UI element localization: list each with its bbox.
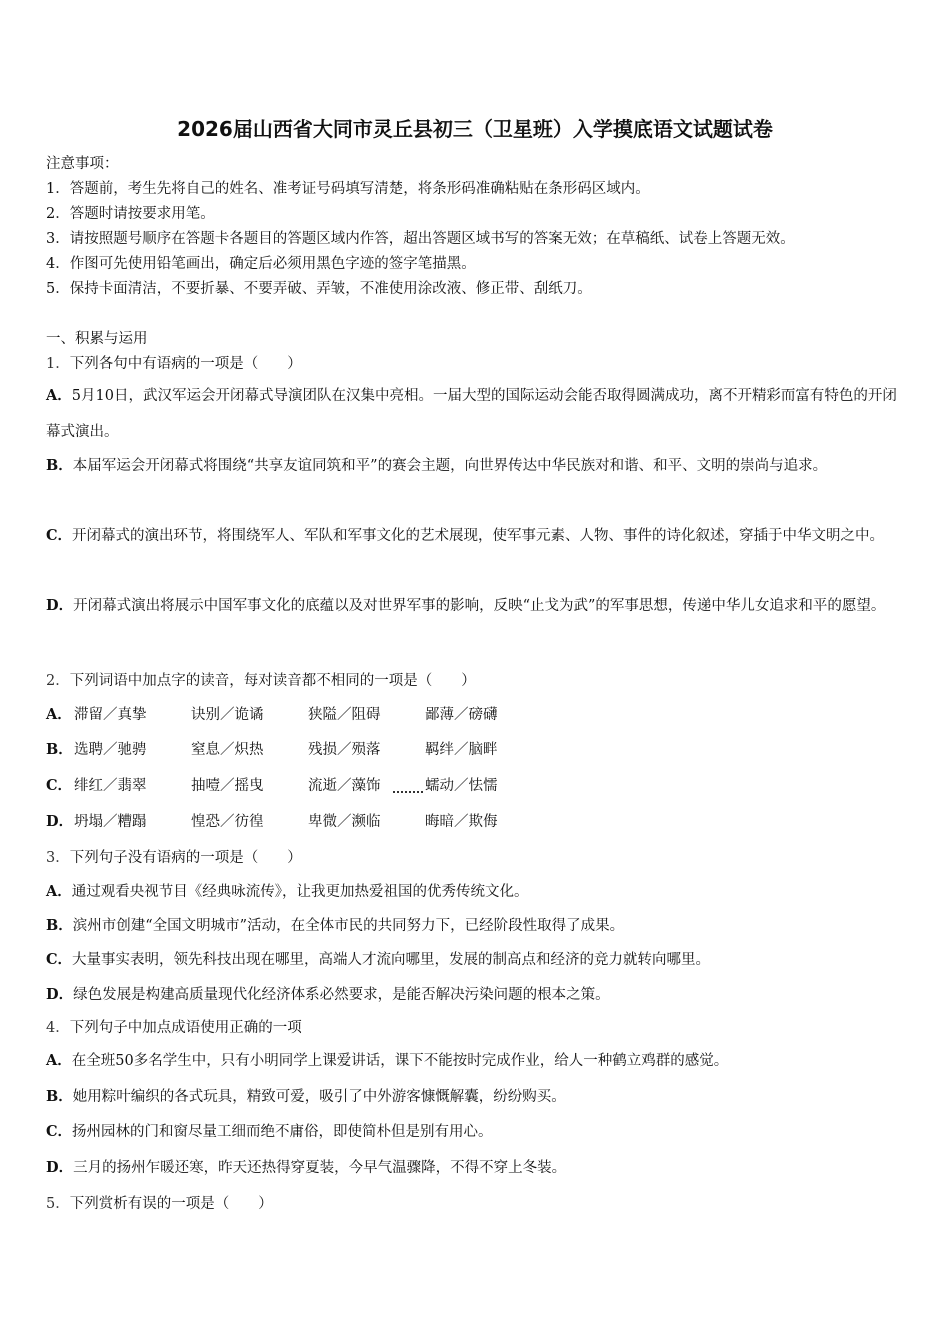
option-label: A． bbox=[46, 1052, 72, 1069]
question-number: 5． bbox=[46, 1196, 70, 1212]
word-pair: 诀别／诡谲 bbox=[191, 707, 264, 723]
question-3-option-a bbox=[46, 880, 529, 901]
option-text: 三月的扬州乍暖还寒，昨天还热得穿夏装，今早气温骤降，不得不穿上冬装。 bbox=[73, 1160, 567, 1176]
option-label: A． bbox=[46, 706, 72, 723]
notice-item: 4．作图可先使用铅笔画出，确定后必须用黑色字迹的签字笔描黑。 bbox=[46, 256, 476, 272]
option-label: C． bbox=[46, 527, 73, 544]
question-1-option-b bbox=[46, 448, 908, 484]
option-text: 5月10日，武汉军运会开闭幕式导演团队在汉集中亮相。一届大型的国际运动会能否取得圆满成功，离不开精彩而富有特色的开闭幕式演出。 bbox=[46, 388, 897, 440]
option-label: D． bbox=[46, 813, 74, 830]
section-heading: 一、积累与运用 bbox=[46, 331, 148, 347]
word-pair: 惶恐／彷徨 bbox=[191, 814, 264, 830]
question-number: 2． bbox=[46, 673, 70, 689]
question-1-option-a bbox=[46, 378, 908, 450]
option-label: C． bbox=[46, 1123, 73, 1140]
word-pair: 窒息／炽热 bbox=[191, 742, 264, 758]
notice-item: 2．答题时请按要求用笔。 bbox=[46, 206, 215, 222]
option-label: B． bbox=[46, 457, 73, 474]
word-pair: 选聘／驰骋 bbox=[74, 742, 147, 758]
question-text: 下列各句中有语病的一项是（ ） bbox=[69, 356, 302, 372]
question-number: 4． bbox=[46, 1020, 70, 1036]
question-3-option-c bbox=[46, 948, 710, 969]
word-pair: 蠕动／怯懦 bbox=[425, 778, 498, 794]
question-4-option-c bbox=[46, 1120, 493, 1141]
option-label: C． bbox=[46, 951, 73, 968]
word-pair: 滞留／真挚 bbox=[74, 707, 147, 723]
question-4-option-a bbox=[46, 1049, 728, 1070]
question-4-stem bbox=[46, 1016, 302, 1037]
exam-title: 2026届山西省大同市灵丘县初三（卫星班）入学摸底语文试题试卷 bbox=[177, 117, 773, 141]
option-label: D． bbox=[46, 597, 74, 614]
question-number: 3． bbox=[46, 850, 70, 866]
option-text: 扬州园林的门和窗尽量工细而绝不庸俗，即使简朴但是别有用心。 bbox=[72, 1124, 493, 1140]
question-1-stem bbox=[46, 352, 302, 373]
question-text: 下列赏析有误的一项是（ ） bbox=[69, 1196, 273, 1212]
word-pair: 狭隘／阻碍 bbox=[308, 707, 381, 723]
option-label: D． bbox=[46, 1159, 74, 1176]
question-4-option-d bbox=[46, 1156, 566, 1177]
option-text: 开闭幕式演出将展示中国军事文化的底蕴以及对世界军事的影响，反映“止戈为武”的军事思想，传递中华儿女追求和平的愿望。 bbox=[73, 598, 886, 614]
option-label: B． bbox=[46, 741, 73, 758]
word-pair: 残损／殒落 bbox=[308, 742, 381, 758]
question-2-option-a bbox=[46, 703, 542, 724]
option-label: A． bbox=[46, 387, 72, 404]
emphasis-dots bbox=[393, 791, 423, 793]
option-text: 绿色发展是构建高质量现代化经济体系必然要求，是能否解决污染问题的根本之策。 bbox=[73, 987, 610, 1003]
question-1-option-c bbox=[46, 518, 908, 554]
notice-item: 3．请按照题号顺序在答题卡各题目的答题区域内作答，超出答题区域书写的答案无效；在草稿纸、试卷上答题无效。 bbox=[46, 231, 795, 247]
word-pair: 坍塌／糟蹋 bbox=[74, 814, 147, 830]
word-pair: 鄙薄／磅礴 bbox=[425, 707, 498, 723]
notice-item: 5．保持卡面清洁，不要折暴、不要弄破、弄皱，不准使用涂改液、修正带、刮纸刀。 bbox=[46, 281, 592, 297]
option-label: A． bbox=[46, 883, 72, 900]
word-pair: 卑微／濒临 bbox=[308, 814, 381, 830]
option-text: 本届军运会开闭幕式将围绕“共享友谊同筑和平”的赛会主题，向世界传达中华民族对和谐、和平、文明的崇尚与追求。 bbox=[72, 458, 828, 474]
option-label: B． bbox=[46, 1088, 73, 1105]
question-text: 下列词语中加点字的读音，每对读音都不相同的一项是（ ） bbox=[69, 673, 476, 689]
question-3-option-b bbox=[46, 914, 624, 935]
question-2-option-d bbox=[46, 810, 542, 831]
question-2-stem bbox=[46, 669, 476, 690]
option-text: 大量事实表明，领先科技出现在哪里，高端人才流向哪里，发展的制高点和经济的竞力就转向哪里。 bbox=[72, 952, 711, 968]
question-3-stem bbox=[46, 846, 302, 867]
question-text: 下列句子中加点成语使用正确的一项 bbox=[69, 1020, 302, 1036]
option-label: B． bbox=[46, 917, 73, 934]
word-pair: 抽噎／摇曳 bbox=[191, 778, 264, 794]
notice-item: 1．答题前，考生先将自己的姓名、准考证号码填写清楚，将条形码准确粘贴在条形码区域内。 bbox=[46, 181, 650, 197]
question-3-option-d bbox=[46, 983, 610, 1004]
option-text: 滨州市创建“全国文明城市”活动，在全体市民的共同努力下，已经阶段性取得了成果。 bbox=[72, 918, 625, 934]
question-2-option-b bbox=[46, 738, 542, 759]
option-text: 在全班50多名学生中，只有小明同学上课爱讲话，课下不能按时完成作业，给人一种鹤立鸡群的感觉。 bbox=[71, 1053, 729, 1069]
question-2-option-c bbox=[46, 774, 542, 795]
question-number: 1． bbox=[46, 356, 70, 372]
option-text: 通过观看央视节目《经典咏流传》，让我更加热爱祖国的优秀传统文化。 bbox=[71, 884, 529, 900]
option-label: D． bbox=[46, 986, 74, 1003]
notice-heading: 注意事项： bbox=[46, 156, 119, 172]
question-1-option-d bbox=[46, 588, 908, 624]
option-text: 她用粽叶编织的各式玩具，精致可爱，吸引了中外游客慷慨解囊，纷纷购买。 bbox=[72, 1089, 566, 1105]
word-pair: 流逝／藻饰 bbox=[308, 778, 381, 794]
option-label: C． bbox=[46, 777, 73, 794]
question-4-option-b bbox=[46, 1085, 566, 1106]
question-text: 下列句子没有语病的一项是（ ） bbox=[69, 850, 302, 866]
word-pair: 羁绊／脑畔 bbox=[425, 742, 498, 758]
question-5-stem bbox=[46, 1192, 273, 1213]
word-pair: 晦暗／欺侮 bbox=[425, 814, 498, 830]
option-text: 开闭幕式的演出环节，将围绕军人、军队和军事文化的艺术展现，使军事元素、人物、事件的诗化叙述，穿插于中华文明之中。 bbox=[72, 528, 885, 544]
word-pair: 绯红／翡翠 bbox=[74, 778, 147, 794]
